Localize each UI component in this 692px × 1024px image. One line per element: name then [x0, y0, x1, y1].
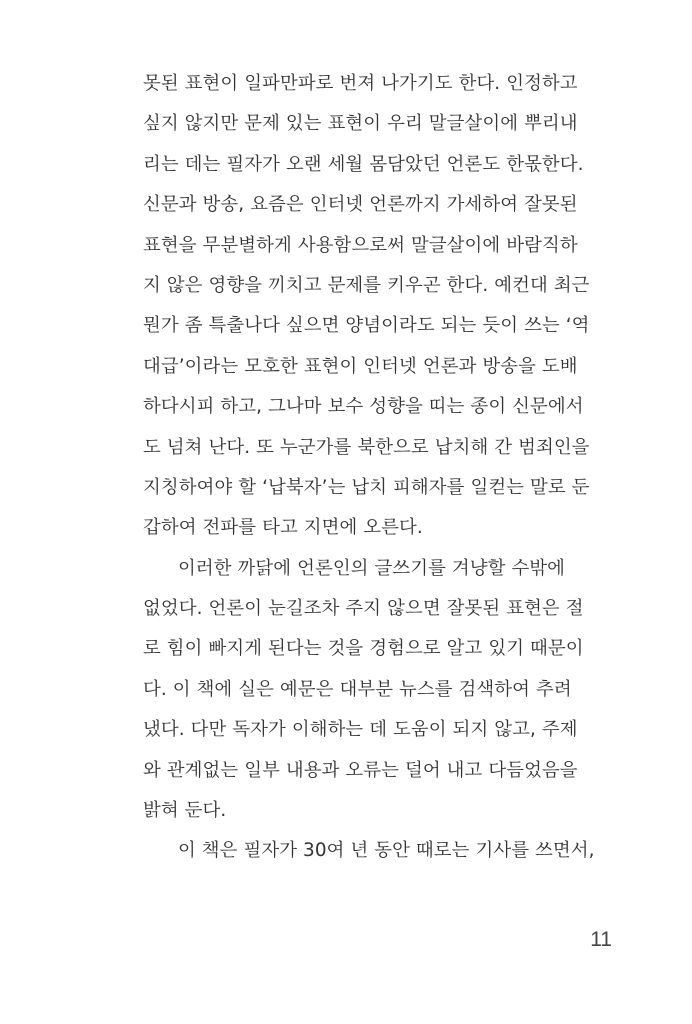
text-line: 리는 데는 필자가 오랜 세월 몸담았던 언론도 한몫한다. [143, 153, 584, 175]
text-line: 지칭하여야 할 ‘납북자’는 납치 피해자를 일컫는 말로 둔 [143, 476, 590, 498]
text-line: 와 관계없는 일부 내용과 오류는 덜어 내고 다듬었음을 [143, 759, 578, 781]
text-line: 지 않은 영향을 끼치고 문제를 키우곤 한다. 예컨대 최근 [143, 274, 590, 296]
text-line: 이 책은 필자가 30여 년 동안 때로는 기사를 쓰면서, [178, 840, 595, 862]
text-line: 냈다. 다만 독자가 이해하는 데 도움이 되지 않고, 주제 [143, 719, 578, 741]
text-line: 표현을 무분별하게 사용함으로써 말글살이에 바람직하 [143, 234, 578, 256]
text-line: 대급’이라는 모호한 표현이 인터넷 언론과 방송을 도배 [143, 355, 578, 377]
text-line: 신문과 방송, 요즘은 인터넷 언론까지 가세하여 잘못된 [143, 194, 578, 216]
text-line: 없었다. 언론이 눈길조차 주지 않으면 잘못된 표현은 절 [143, 598, 584, 620]
text-line: 하다시피 하고, 그나마 보수 성향을 띠는 종이 신문에서 [143, 396, 584, 418]
text-line: 싶지 않지만 문제 있는 표현이 우리 말글살이에 뿌리내 [143, 113, 578, 135]
text-line: 못된 표현이 일파만파로 번져 나가기도 한다. 인정하고 [143, 73, 578, 94]
text-line: 갑하여 전파를 타고 지면에 오른다. [143, 517, 423, 539]
text-line: 뭔가 좀 특출나다 싶으면 양념이라도 되는 듯이 쓰는 ‘역 [143, 315, 590, 337]
text-line: 이러한 까닭에 언론인의 글쓰기를 겨냥할 수밖에 [178, 557, 566, 579]
page-number: 11 [590, 928, 612, 951]
text-line: 도 넘쳐 난다. 또 누군가를 북한으로 납치해 간 범죄인을 [143, 436, 590, 458]
text-line: 다. 이 책에 실은 예문은 대부분 뉴스를 검색하여 추려 [143, 678, 572, 700]
text-line: 밝혀 둔다. [143, 800, 227, 822]
text-line: 로 힘이 빠지게 된다는 것을 경험으로 알고 있기 때문이 [143, 638, 584, 660]
body-text [143, 64, 613, 872]
